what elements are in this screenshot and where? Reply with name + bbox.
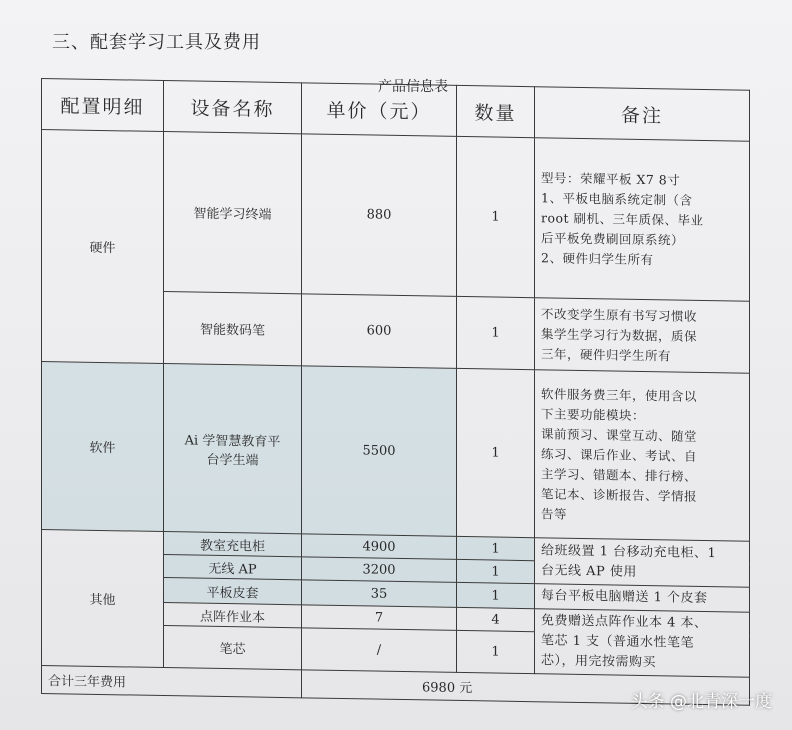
device-price: 7: [302, 605, 457, 631]
header-price: 单价（元）: [302, 83, 457, 137]
device-note: 软件服务费三年，使用含以 下主要功能模块： 课前预习、课堂互动、随堂 练习、课后作业、考试、自 主学习、错题本、排行榜、 笔记本、诊断报告、学情报 告等: [535, 370, 750, 542]
total-value: 6980 元: [302, 670, 750, 705]
header-qty: 数量: [457, 85, 535, 137]
table-caption: 产品信息表: [378, 79, 448, 95]
device-price: 4900: [302, 534, 457, 560]
device-price: 880: [302, 134, 457, 297]
device-price: /: [302, 628, 457, 673]
device-qty: 1: [457, 296, 535, 369]
device-qty: 1: [457, 136, 535, 297]
category-hardware: 硬件: [42, 130, 164, 364]
device-name: 智能学习终端: [164, 132, 302, 294]
product-info-table: [41, 78, 750, 706]
device-name: 无线 AP: [164, 555, 302, 580]
header-device: 设备名称: [164, 81, 302, 134]
device-qty: 4: [457, 607, 535, 631]
device-note: 每台平板电脑赠送 1 个皮套: [535, 584, 750, 613]
total-label: 合计三年费用: [42, 666, 302, 698]
device-qty: 1: [457, 630, 535, 673]
section-heading: 三、配套学习工具及费用: [52, 32, 261, 53]
device-qty: 1: [457, 582, 535, 608]
device-name: Ai 学智慧教育平 台学生端: [164, 364, 302, 534]
device-note: 型号：荣耀平板 X7 8寸 1、平板电脑系统定制（含 root 刷机、三年质保、毕业 后平板免费刷回原系统） 2、硬件归学生所有: [535, 138, 750, 302]
header-config: 配置明细: [42, 79, 164, 132]
device-note: 给班级置 1 台移动充电柜、1 台无线 AP 使用: [535, 538, 750, 588]
table-row: [42, 362, 750, 542]
device-note: 不改变学生原有书写习惯收 集学生学习行为数据，质保 三年，硬件归学生所有: [535, 298, 750, 374]
device-price: 5500: [302, 366, 457, 537]
device-name: 点阵作业本: [164, 603, 302, 628]
device-qty: 1: [457, 559, 535, 583]
table-row: [42, 130, 750, 302]
device-qty: 1: [457, 536, 535, 560]
device-price: 600: [302, 294, 457, 369]
device-note: 免费赠送点阵作业本 4 本、 笔芯 1 支（普通水性笔笔 芯），用完按需购买: [535, 609, 750, 678]
device-name: 教室充电柜: [164, 532, 302, 557]
device-price: 3200: [302, 557, 457, 583]
header-note: 备注: [535, 87, 750, 142]
source-watermark: 头条 @北青深一度: [630, 692, 772, 712]
category-other: 其他: [42, 530, 164, 668]
device-name: 平板皮套: [164, 578, 302, 605]
device-name: 笔芯: [164, 626, 302, 670]
device-price: 35: [302, 580, 457, 608]
category-software: 软件: [42, 362, 164, 532]
device-qty: 1: [457, 368, 535, 537]
product-table-wrapper: [41, 78, 750, 706]
device-name: 智能数码笔: [164, 292, 302, 366]
